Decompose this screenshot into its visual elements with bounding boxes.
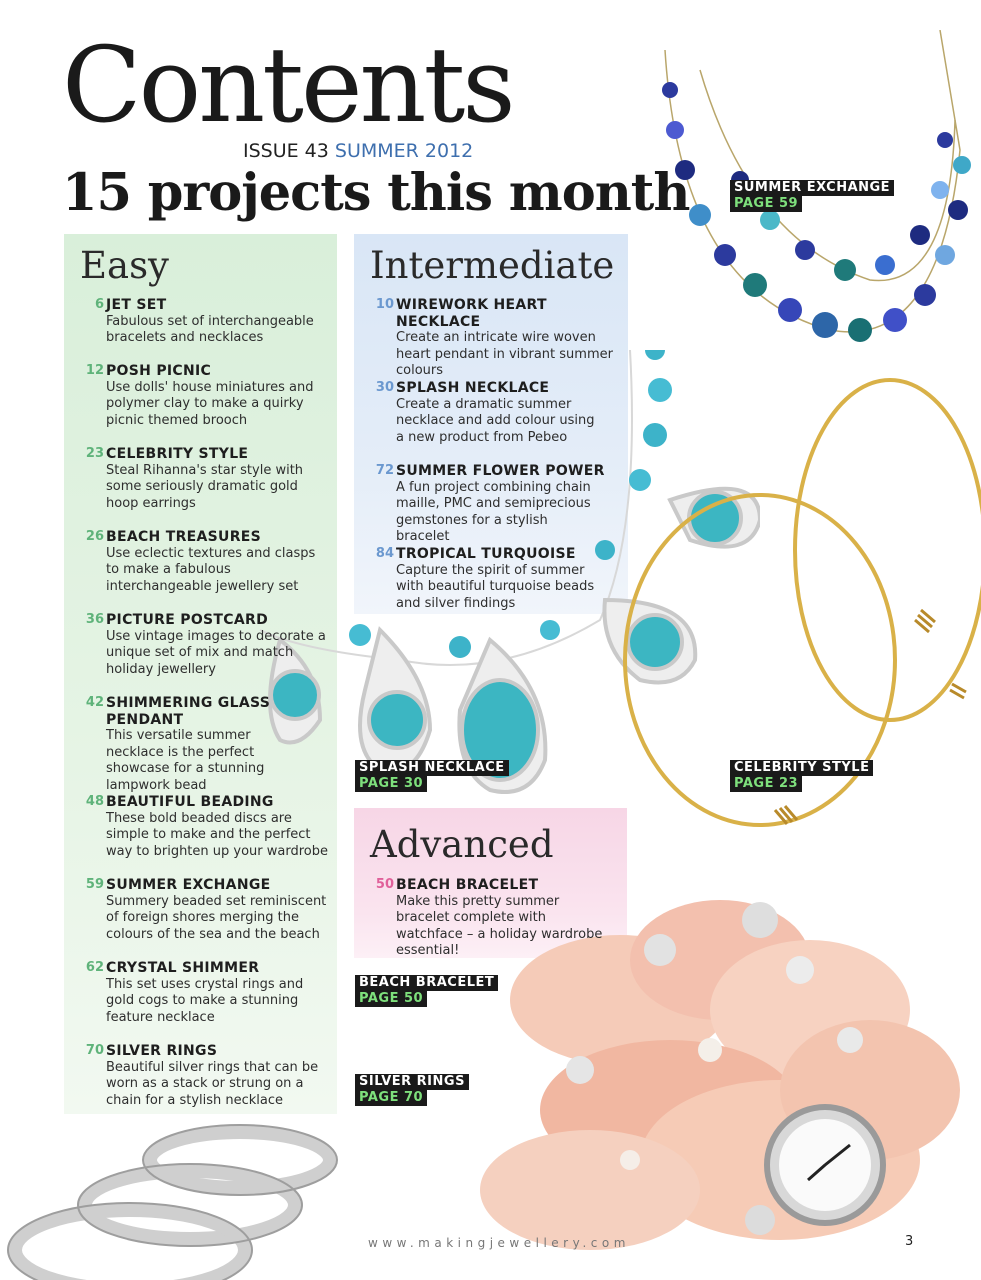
entry-desc: This versatile summer necklace is the perfect showcase for a stunning lampwork bead: [106, 728, 265, 793]
entry-title: POSH PICNIC: [106, 363, 212, 379]
entry-title: CRYSTAL SHIMMER: [106, 960, 260, 976]
tag-page: PAGE 50: [355, 991, 427, 1007]
entry-desc: This set uses crystal rings and gold cogs to make a stunning feature necklace: [106, 976, 304, 1025]
entry-desc: Create an intricate wire woven heart pendant in vibrant summer colours: [396, 330, 613, 379]
entry-desc: Use dolls' house miniatures and polymer clay to make a quirky picnic themed brooch: [106, 379, 314, 428]
entry-desc: Make this pretty summer bracelet complete with watchface – a holiday wardrobe essential!: [396, 893, 603, 959]
entry-page: 84: [375, 546, 394, 561]
entry-page: 59: [85, 877, 104, 892]
contents-entry-easy-4[interactable]: [80, 612, 330, 678]
entry-page: 10: [375, 297, 394, 312]
silver-rings-photo: [0, 1110, 380, 1280]
contents-entry-easy-2[interactable]: [80, 446, 330, 512]
entry-page: 72: [375, 463, 394, 478]
page-subtitle: 15 projects this month: [62, 163, 690, 223]
page-title: Contents: [62, 24, 513, 146]
entry-title: JET SET: [106, 297, 167, 313]
entry-page: 26: [85, 529, 104, 544]
entry-desc: Steal Rihanna's star style with some seriously dramatic gold hoop earrings: [106, 462, 304, 511]
contents-entry-easy-9[interactable]: [80, 1043, 330, 1109]
entry-desc: Create a dramatic summer necklace and add colour using a new product from Pebeo: [396, 396, 595, 445]
tag-title: SUMMER EXCHANGE: [730, 180, 894, 196]
entry-desc: Summery beaded set reminiscent of foreign shores merging the colours of the sea and the beach: [106, 893, 327, 942]
entry-title: BEACH BRACELET: [396, 877, 539, 893]
intermediate-heading: Intermediate: [370, 244, 615, 287]
entry-page: 30: [375, 380, 394, 395]
entry-desc: These bold beaded discs are simple to make and the perfect way to brighten up your wardrobe: [106, 810, 328, 859]
entry-title: WIREWORK HEART NECKLACE: [396, 297, 547, 330]
tag-page: PAGE 23: [730, 776, 802, 792]
entry-page: 36: [85, 612, 104, 627]
entry-title: PICTURE POSTCARD: [106, 612, 268, 628]
contents-entry-intermediate-0[interactable]: [370, 297, 615, 380]
entry-desc: Use vintage images to decorate a unique set of mix and match holiday jewellery: [106, 628, 326, 677]
contents-entry-easy-0[interactable]: [80, 297, 330, 347]
contents-entry-easy-5[interactable]: [80, 695, 290, 795]
issue-line: [243, 140, 473, 162]
entry-page: 6: [94, 297, 104, 312]
celebrity-style-hoops-photo: [620, 370, 981, 870]
entry-title: BEACH TREASURES: [106, 529, 262, 545]
contents-entry-easy-8[interactable]: [80, 960, 310, 1026]
entry-desc: Beautiful silver rings that can be worn as a stack or strung on a chain for a stylish necklace: [106, 1059, 319, 1108]
entry-page: 23: [85, 446, 104, 461]
issue-number: ISSUE 43: [243, 140, 329, 162]
entry-page: 62: [85, 960, 104, 975]
entry-title: SHIMMERING GLASS PENDANT: [106, 695, 271, 728]
photo-tag-summer-exchange[interactable]: [730, 180, 894, 212]
entry-desc: Capture the spirit of summer with beautiful turquoise beads and silver findings: [396, 562, 595, 611]
entry-title: TROPICAL TURQUOISE: [396, 546, 576, 562]
contents-entry-easy-1[interactable]: [80, 363, 330, 429]
entry-page: 42: [85, 695, 104, 710]
entry-title: BEAUTIFUL BEADING: [106, 794, 274, 810]
tag-title: SILVER RINGS: [355, 1074, 469, 1090]
entry-title: SUMMER EXCHANGE: [106, 877, 271, 893]
tag-title: BEACH BRACELET: [355, 975, 498, 991]
entry-title: CELEBRITY STYLE: [106, 446, 249, 462]
photo-tag-celebrity-style[interactable]: [730, 760, 873, 792]
entry-page: 12: [85, 363, 104, 378]
entry-desc: A fun project combining chain maille, PMC and semiprecious gemstones for a stylish bracelet: [396, 479, 591, 545]
contents-entry-easy-7[interactable]: [80, 877, 330, 943]
entry-desc: Fabulous set of interchangeable bracelets and necklaces: [106, 313, 314, 346]
photo-tag-beach-bracelet[interactable]: [355, 975, 498, 1007]
contents-entry-intermediate-3[interactable]: [370, 546, 615, 612]
entry-desc: Use eclectic textures and clasps to make a fabulous interchangeable jewellery set: [106, 545, 316, 594]
contents-entry-easy-6[interactable]: [80, 794, 330, 860]
entry-title: SILVER RINGS: [106, 1043, 218, 1059]
entry-page: 48: [85, 794, 104, 809]
issue-season: SUMMER 2012: [334, 140, 474, 162]
tag-title: CELEBRITY STYLE: [730, 760, 873, 776]
contents-entry-easy-3[interactable]: [80, 529, 330, 595]
tag-title: SPLASH NECKLACE: [355, 760, 509, 776]
contents-entry-intermediate-2[interactable]: [370, 463, 605, 546]
entry-page: 50: [375, 877, 394, 892]
tag-page: PAGE 30: [355, 776, 427, 792]
photo-tag-splash-necklace[interactable]: [355, 760, 509, 792]
tag-page: PAGE 70: [355, 1090, 427, 1106]
entry-page: 70: [85, 1043, 104, 1058]
entry-title: SUMMER FLOWER POWER: [396, 463, 605, 479]
contents-entry-intermediate-1[interactable]: [370, 380, 600, 446]
entry-title: SPLASH NECKLACE: [396, 380, 550, 396]
footer-url[interactable]: www.makingjewellery.com: [368, 1236, 630, 1250]
easy-heading: Easy: [80, 244, 169, 287]
page-number: 3: [905, 1234, 914, 1249]
photo-tag-silver-rings[interactable]: [355, 1074, 469, 1106]
contents-entry-advanced-0[interactable]: [370, 877, 615, 960]
tag-page: PAGE 59: [730, 196, 802, 212]
advanced-heading: Advanced: [370, 823, 554, 866]
